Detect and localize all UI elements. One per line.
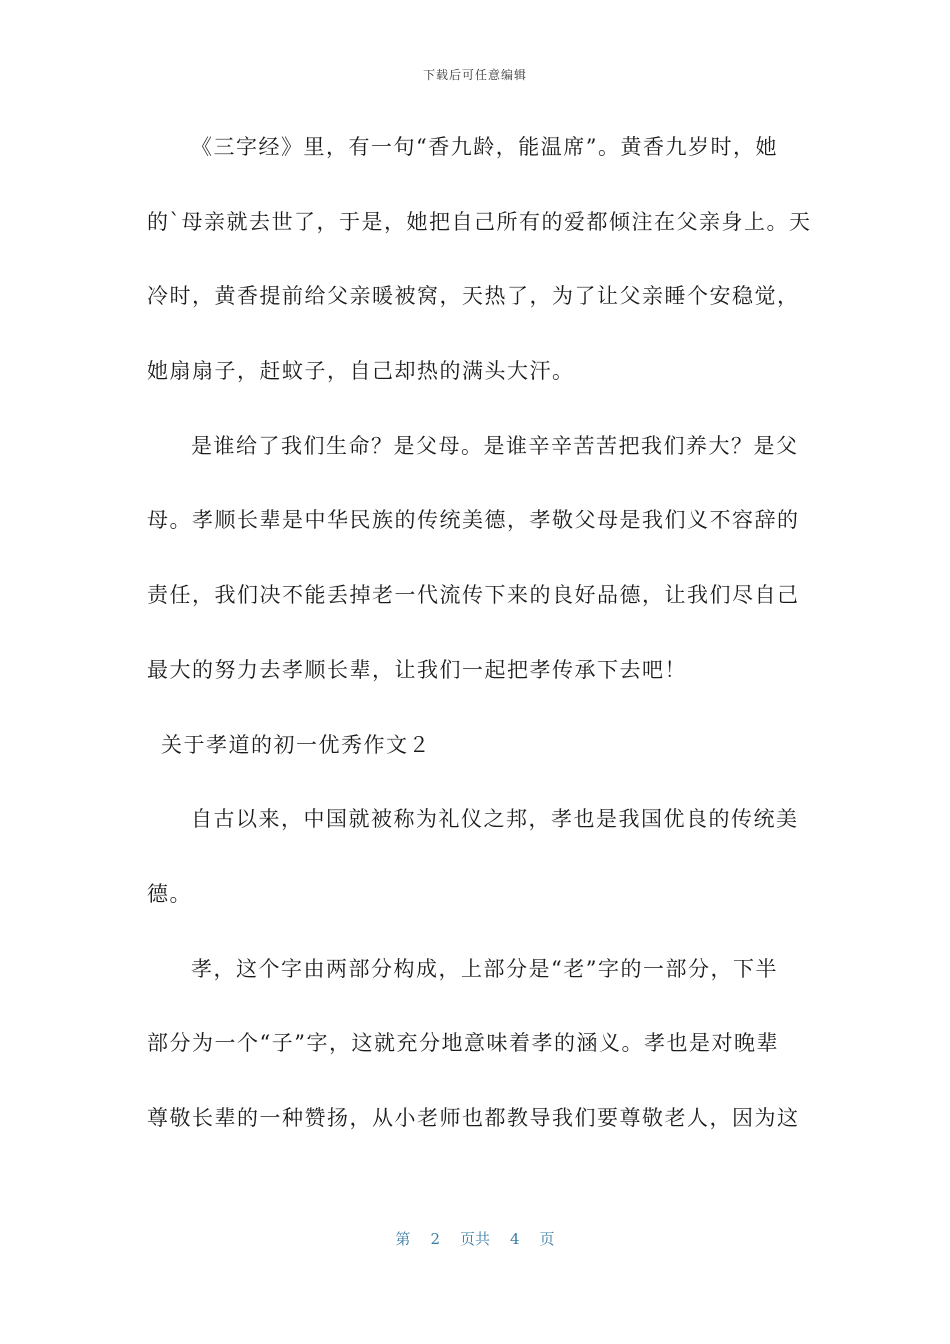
- paragraph-line: 她扇扇子，赶蚊子，自己却热的满头大汗。: [147, 359, 575, 384]
- paragraph-line: 《三字经》里，有一句“香九龄，能温席”。黄香九岁时，她: [191, 135, 778, 159]
- paragraph-line: 责任，我们决不能丢掉老一代流传下来的良好品德，让我们尽自己: [147, 583, 800, 608]
- paragraph-line: 冷时，黄香提前给父亲暖被窝，天热了，为了让父亲睡个安稳觉，: [147, 284, 800, 309]
- paragraph-line: 自古以来，中国就被称为礼仪之邦，孝也是我国优良的传统美: [191, 807, 799, 832]
- section-title: 关于孝道的初一优秀作文２: [161, 732, 431, 757]
- document-body: [147, 120, 812, 1166]
- paragraph-line: 部分为一个“子”字，这就充分地意味着孝的涵义。孝也是对晚辈: [147, 1031, 779, 1056]
- paragraph-line: 德。: [147, 881, 192, 906]
- page-label-middle: 页共: [459, 1230, 490, 1248]
- current-page-number: 2: [430, 1230, 440, 1248]
- page-header: 下载后可任意编辑: [422, 68, 527, 82]
- paragraph-line: 最大的努力去孝顺长辈，让我们一起把孝传承下去吧！: [147, 657, 687, 682]
- paragraph-line: 是谁给了我们生命？是父母。是谁辛辛苦苦把我们养大？是父: [191, 433, 799, 458]
- total-pages-number: 4: [510, 1230, 520, 1248]
- paragraph-line: 母。孝顺长辈是中华民族的传统美德，孝敬父母是我们义不容辞的: [147, 508, 800, 533]
- paragraph-line: 孝，这个字由两部分构成，上部分是“老”字的一部分，下半: [191, 956, 778, 981]
- page-footer: [0, 1228, 950, 1249]
- page-label-suffix: 页: [539, 1230, 555, 1248]
- page-label-prefix: 第: [395, 1230, 411, 1248]
- paragraph-line: 尊敬长辈的一种赞扬，从小老师也都教导我们要尊敬老人，因为这: [147, 1105, 800, 1130]
- paragraph-line: 的`母亲就去世了，于是，她把自己所有的爱都倾注在父亲身上。天: [147, 209, 812, 234]
